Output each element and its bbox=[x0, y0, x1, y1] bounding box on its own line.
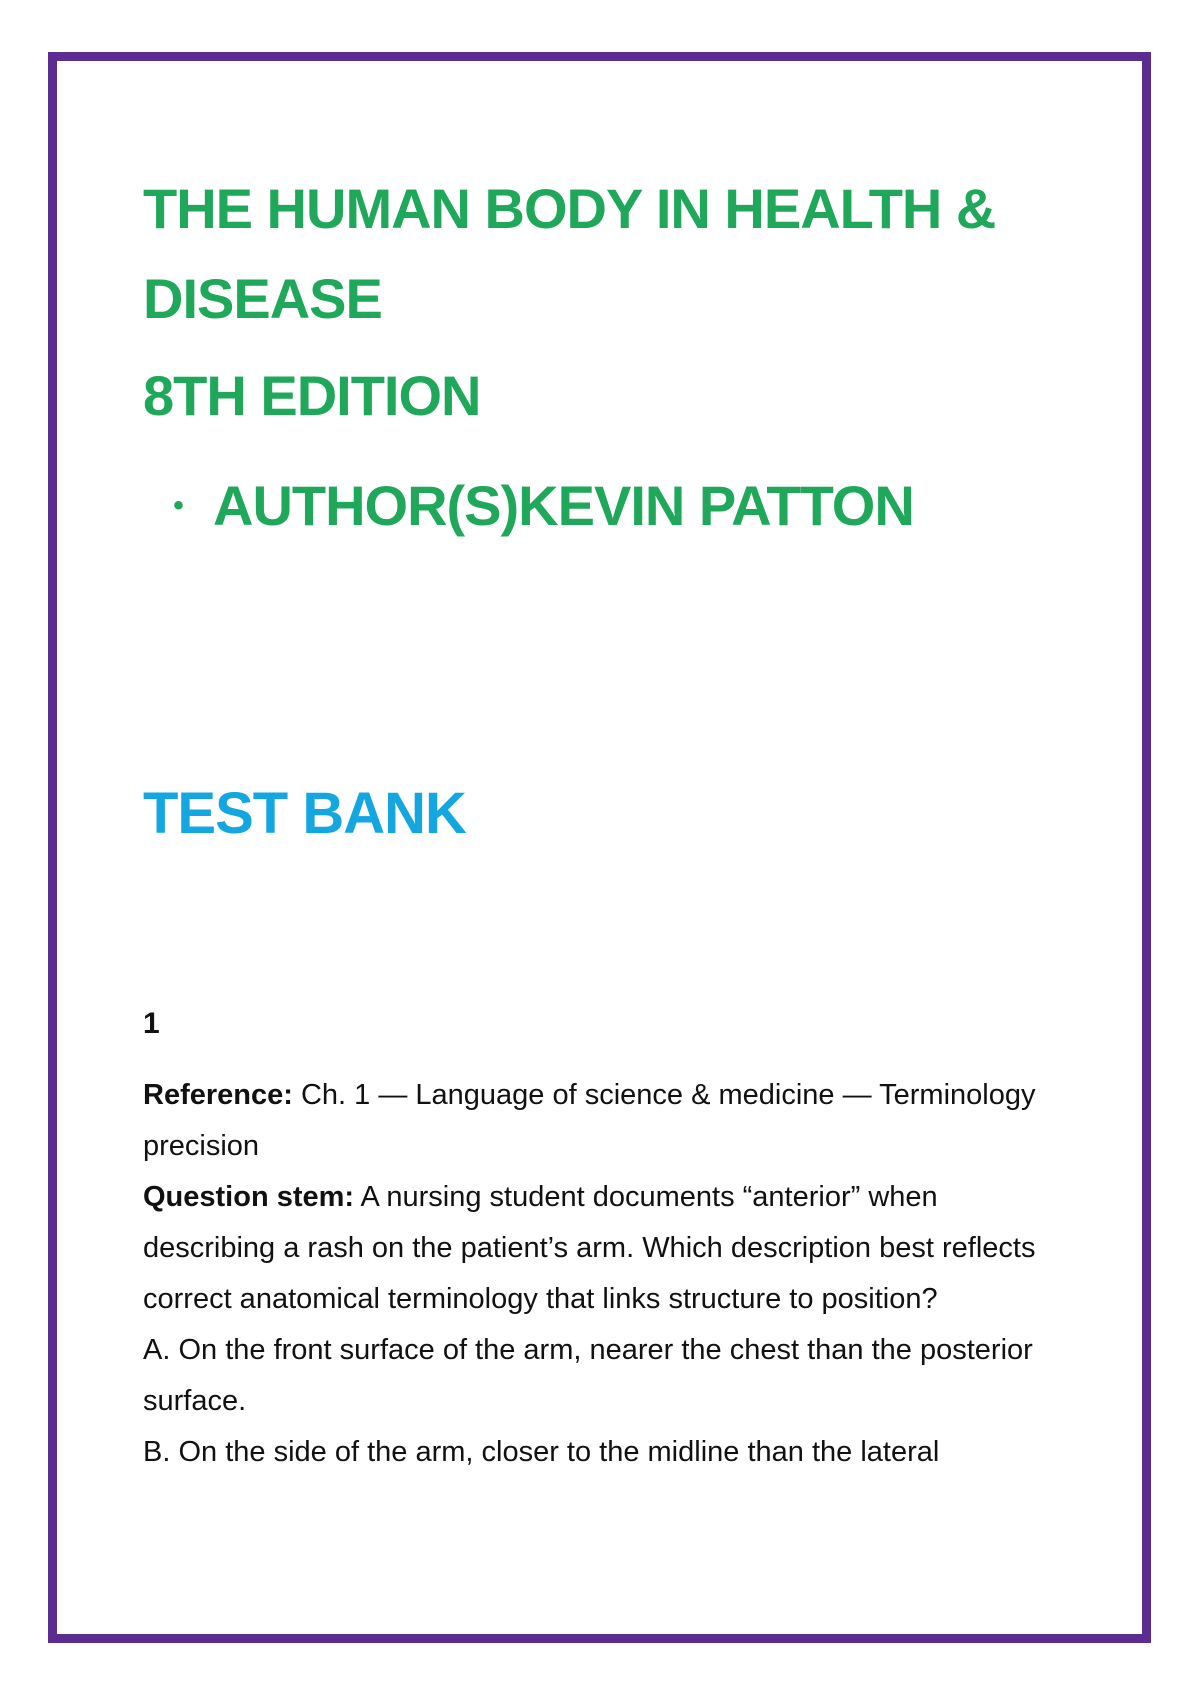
question-block bbox=[143, 1070, 1058, 1478]
question-stem bbox=[143, 1172, 1058, 1325]
test-bank-heading: TEST BANK bbox=[143, 781, 466, 846]
option-b: B. On the side of the arm, closer to the midline than the lateral bbox=[143, 1436, 940, 1468]
option-a: A. On the front surface of the arm, nearer the chest than the posterior surface. bbox=[143, 1334, 1033, 1417]
stem-text: A nursing student documents “anterior” when describing a rash on the patient’s arm. Which description best reflects correct anatomical terminology that links structure to position? bbox=[143, 1181, 1036, 1315]
reference-line bbox=[143, 1070, 1058, 1172]
reference-label: Reference: bbox=[143, 1079, 293, 1111]
bullet-icon: • bbox=[173, 489, 183, 523]
book-title: THE HUMAN BODY IN HEALTH & DISEASE bbox=[143, 177, 996, 330]
edition-label: 8TH EDITION bbox=[143, 364, 481, 427]
stem-label: Question stem: bbox=[143, 1181, 355, 1213]
question-number: 1 bbox=[143, 1007, 160, 1040]
reference-text: Ch. 1 — Language of science & medicine — Terminology precision bbox=[143, 1079, 1036, 1162]
author-name: AUTHOR(S)KEVIN PATTON bbox=[213, 474, 914, 537]
author-line bbox=[143, 468, 914, 548]
